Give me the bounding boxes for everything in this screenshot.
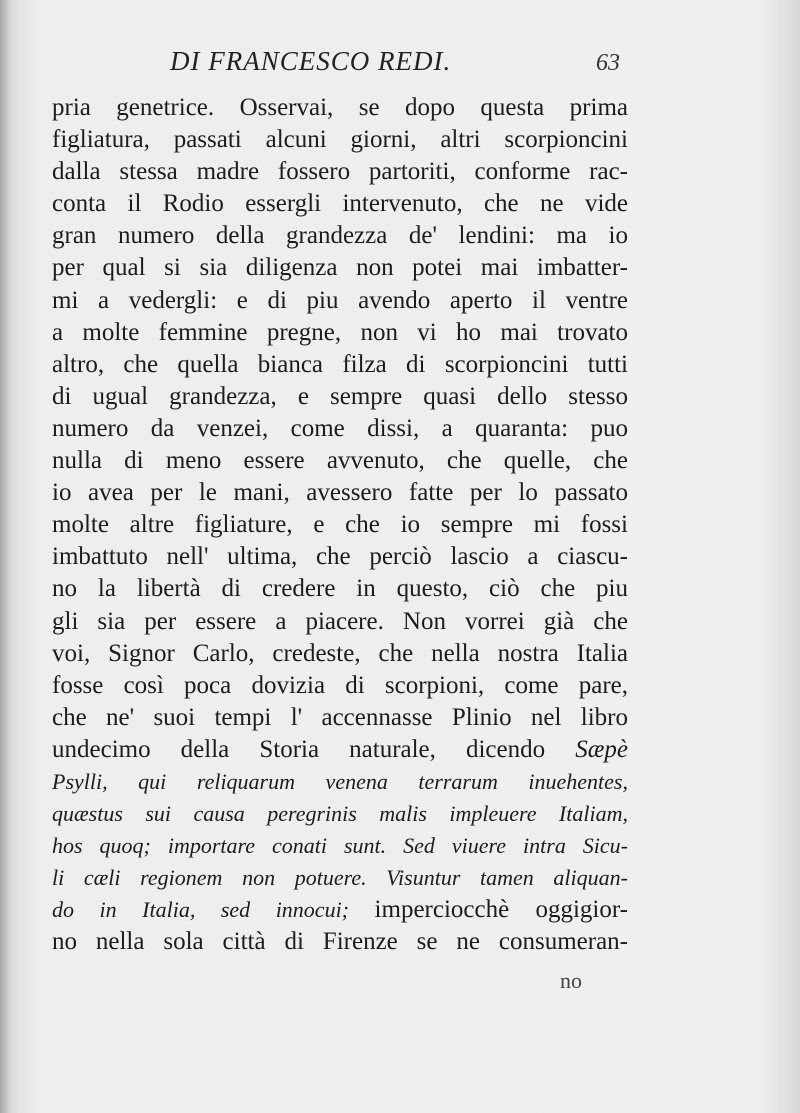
- text-line-italic: li cæli regionem non potuere. Visuntur tamen aliquan-: [52, 865, 628, 891]
- running-title: DI FRANCESCO REDI.: [170, 46, 452, 76]
- text-line: gran numero della grandezza de' lendini: ma io: [52, 222, 628, 250]
- text-line: imbattuto nell' ultima, che perciò lascio a ciascu-: [52, 543, 628, 571]
- text-line: gli sia per essere a piacere. Non vorrei già che: [52, 607, 628, 635]
- text-line: conta il Rodio essergli intervenuto, che ne vide: [52, 190, 628, 218]
- text-line-mixed: [52, 959, 628, 991]
- text-line: molte altre figliature, e che io sempre mi fossi: [52, 511, 628, 539]
- text-line: mi a vedergli: e di piu avendo aperto il ventre: [52, 286, 628, 314]
- text-line: Psylli, qui reliquarum venena terrarum inuehentes,: [52, 768, 628, 794]
- text-line-mixed: [52, 991, 628, 1023]
- page-header: [170, 46, 620, 86]
- latin-quote-start: Sæpè: [575, 735, 628, 763]
- text-line-italic: do in Italia, sed innocui; imperciocchè oggigior-: [52, 896, 629, 924]
- text-line: numero da venzei, come dissi, a quaranta: puo: [52, 414, 628, 442]
- text-line: altro, che quella bianca filza di scorpioncini tutti: [52, 350, 628, 378]
- text-line: a molte femmine pregne, non vi ho mai trovato: [52, 318, 628, 346]
- text-line: nulla di meno essere avvenuto, che quelle, che: [52, 447, 628, 475]
- text-line-italic: no nella sola città di Firenze se ne consumeran-: [52, 928, 628, 956]
- text-line: di ugual grandezza, e sempre quasi dello stesso: [52, 382, 628, 410]
- text-line: pria genetrice. Osservai, se dopo questa prima: [52, 94, 628, 121]
- text-line-italic: hos quoq; importare conati sunt. Sed viuere intra Sicu-: [52, 833, 628, 859]
- latin-quote-end: do in Italia, sed innocui;: [52, 897, 375, 923]
- page-gutter-edge: [0, 0, 10, 1113]
- body-text: [52, 92, 628, 1023]
- text-line: no la libertà di credere in questo, ciò che piu: [52, 575, 628, 603]
- text-line: per qual si sia diligenza non potei mai imbatter-: [52, 254, 628, 282]
- page-number: 63: [596, 50, 620, 76]
- catchword: no: [560, 968, 582, 993]
- text-line: fosse così poca dovizia di scorpioni, come pare,: [52, 671, 628, 699]
- text-line: io avea per le mani, avessero fatte per lo passato: [52, 479, 628, 507]
- text-line: dalla stessa madre fossero partoriti, conforme rac-: [52, 158, 628, 186]
- text-line: quæstus sui causa peregrinis malis impleuere Italiam,: [52, 801, 628, 827]
- text-line: voi, Signor Carlo, credeste, che nella nostra Italia: [52, 639, 628, 667]
- text-line: undecimo della Storia naturale, dicendo Sæpè: [52, 735, 628, 763]
- text-line: figliatura, passati alcuni giorni, altri scorpioncini: [52, 126, 628, 154]
- text-line: che ne' suoi tempi l' accennasse Plinio nel libro: [52, 703, 628, 731]
